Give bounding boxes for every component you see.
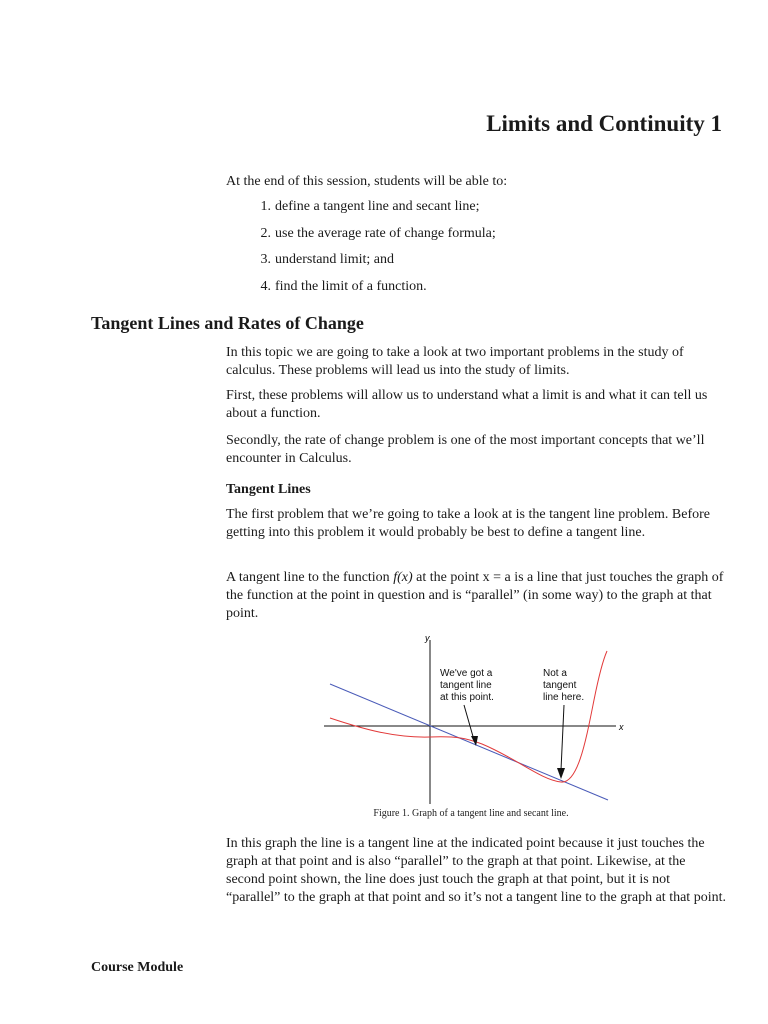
subheading: Tangent Lines: [226, 482, 311, 497]
annotation-not-tangent-2: tangent: [543, 680, 577, 691]
arrow-to-tangent-point: [464, 705, 474, 740]
definition-text-start: A tangent line to the function: [226, 570, 394, 585]
footer-label: Course Module: [91, 960, 184, 975]
x-axis-label: x: [619, 722, 624, 732]
annotation-not-tangent-3: line here.: [543, 692, 585, 703]
annotation-tangent-line-1: We've got a: [440, 668, 493, 679]
tangent-line-graph: [316, 630, 636, 806]
annotation-tangent-line-3: at this point.: [440, 692, 494, 703]
arrow-to-non-tangent-point: [561, 705, 564, 770]
paragraph-tangent-definition: [226, 569, 726, 623]
list-number: 1.: [260, 199, 271, 214]
list-item: [226, 225, 496, 252]
list-item: [226, 198, 496, 225]
list-number: 3.: [260, 252, 271, 267]
arrow-head-non-tangent-point: [557, 768, 565, 779]
list-text: define a tangent line and secant line;: [275, 199, 480, 214]
figure-caption: Figure 1. Graph of a tangent line and secant line.: [373, 808, 569, 819]
page-title: Limits and Continuity 1: [486, 111, 722, 136]
objectives-list: [226, 198, 496, 304]
y-axis-label: y: [425, 633, 430, 643]
paragraph-limits: First, these problems will allow us to understand what a limit is and what it can tell us about a function.: [226, 388, 708, 421]
paragraph-tangent-problem: The first problem that we’re going to take a look at is the tangent line problem. Before getting into this problem it would probably be best to define a tangent line.: [226, 507, 711, 540]
section-heading: Tangent Lines and Rates of Change: [91, 313, 364, 333]
paragraph-intro: In this topic we are going to take a look at two important problems in the study of calculus. These problems will lead us into the study of limits.: [226, 345, 684, 378]
list-text: understand limit; and: [275, 252, 394, 267]
annotation-not-tangent-1: Not a: [543, 668, 567, 679]
paragraph-graph-explanation: In this graph the line is a tangent line at the indicated point because it just touches the graph at that point and is also “parallel” to the graph at that point. Likewise, at the second point shown, the line does just touch the graph at that point, but it is not “parallel” to the graph at that point and so it’s not a tangent line to the graph at that point.: [226, 836, 726, 905]
list-text: use the average rate of change formula;: [275, 225, 496, 241]
list-item: [226, 251, 496, 278]
annotation-tangent-line-2: tangent line: [440, 680, 492, 691]
list-text: find the limit of a function.: [275, 278, 427, 294]
list-item: [226, 278, 496, 305]
definition-text-end: at the point x = a is a line that just touches the graph of the function at the point in question and is “parallel” (in some way) to the graph at that point.: [226, 570, 724, 621]
function-notation: f(x): [393, 570, 413, 585]
list-number: 4.: [260, 278, 271, 294]
objectives-intro: At the end of this session, students will be able to:: [226, 174, 508, 189]
paragraph-rate-of-change: Secondly, the rate of change problem is one of the most important concepts that we’ll encounter in Calculus.: [226, 433, 705, 466]
list-number: 2.: [260, 225, 271, 241]
